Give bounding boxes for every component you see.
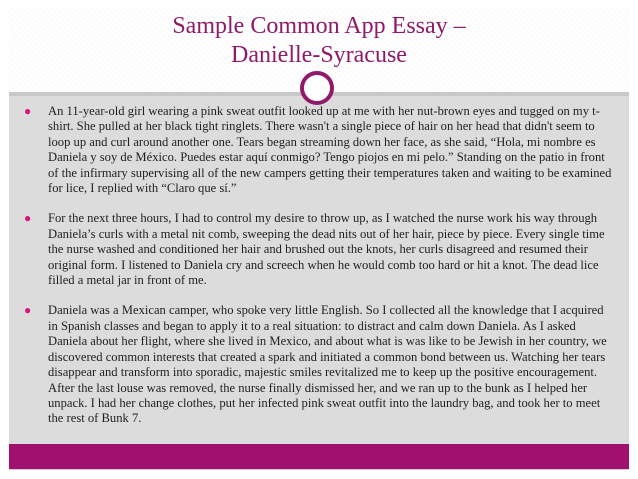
bullet-dot-icon: ● [24,211,32,226]
bullet-dot-icon: ● [24,104,32,118]
footer-bar [9,444,629,469]
title-line-1: Sample Common App Essay – [172,13,466,39]
bullet-dot-icon: ● [24,303,32,318]
paragraph-text: An 11-year-old girl wearing a pink sweat outfit looked up at me with her nut-brown eyes and tugged on my t-shirt. She pulled at her black tight ringlets. There wasn't a single piece of hair on her head that didn't seem to loop up and curl around another one. Tears began streaming down her face, as she said, “Hola, mi nombre es Daniela y soy de México. Puedes estar aquí conmigo? Tengo piojos en mi pelo.” Standing on the patio in front of the infirmary supervising all of the new campers getting their temperatures taken and waiting to be examined for lice, I replied with “Claro que sí.” [48,104,612,196]
title-line-2: Danielle-Syracuse [231,42,407,68]
list-item [24,303,614,426]
paragraph-text: For the next three hours, I had to control my desire to throw up, as I watched the nurse work his way through Daniela’s curls with a metal nit comb, sweeping the dead nits out of her hair, piece by piece. Every single time the nurse washed and conditioned her hair and brushed out the knots, her curls disagreed and resumed their original form. I listened to Daniela cry and screech when he would comb too hard or hit a knot. The dead lice filled a metal jar in front of me. [48,211,605,288]
slide-title [0,12,638,70]
paragraph-text: Daniela was a Mexican camper, who spoke very little English. So I collected all the knowledge that I acquired in Spanish classes and began to apply it to a real situation: to distract and calm down Daniela. As I asked Daniela about her flight, where she lived in Mexico, and about what is was like to be Jewish in her country, we discovered common interests that created a spark and initiated a common bond between us. Watching her tears disappear and transform into sporadic, majestic smiles revitalized me to keep up the positive encouragement. After the last louse was removed, the nurse finally dismissed her, and we ran up to the bunk as I helped her unpack. I had her change clothes, put her infected pink sweat outfit into the laundry bag, and took her to meet the rest of Bunk 7. [48,303,607,426]
ring-icon [300,71,334,105]
list-item [24,211,614,288]
list-item [24,104,614,196]
paragraph-list [24,104,614,442]
